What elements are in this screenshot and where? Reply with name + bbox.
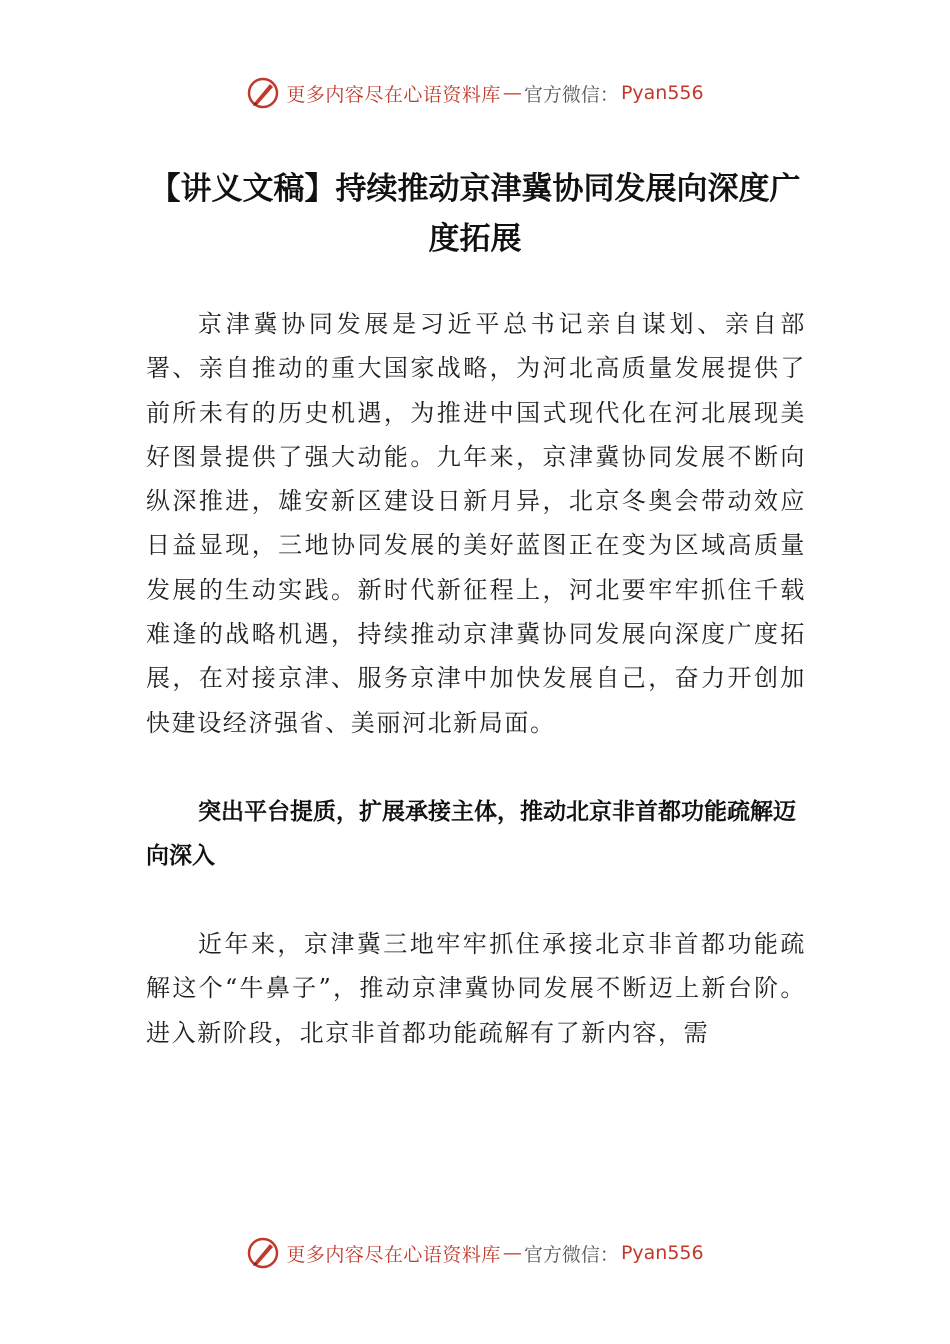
document-title: 【讲义文稿】持续推动京津冀协同发展向深度广度拓展	[149, 171, 801, 257]
body-paragraph-1: 京津冀协同发展是习近平总书记亲自谋划、亲自部署、亲自推动的重大国家战略，为河北高质量发展提供了前所未有的历史机遇，为推进中国式现代化在河北展现美好图景提供了强大动能。九年来，京津冀协同发展不断向纵深推进，雄安新区建设日新月异，北京冬奥会带动效应日益显现，三地协同发展的美好蓝图正在变为区域高质量发展的生动实践。新时代新征程上，河北要牢牢抓住千载难逢的战略机遇，持续推动京津冀协同发展向深度广度拓展，在对接京津、服务京津中加快发展自己，奋力开创加快建设经济强省、美丽河北新局面。	[146, 310, 806, 737]
body-paragraph-2: 近年来，京津冀三地牢牢抓住承接北京非首都功能疏解这个“牛鼻子”，推动京津冀协同发展不断迈上新台阶。进入新阶段，北京非首都功能疏解有了新内容，需	[146, 930, 806, 1047]
banner-separator: —	[502, 1242, 522, 1264]
banner-wechat-id: Pyan556	[620, 82, 704, 104]
banner-text: 更多内容尽在心语资料库	[286, 1243, 501, 1266]
banner-wechat-id: Pyan556	[620, 1242, 704, 1264]
banner-separator: —	[502, 82, 522, 104]
section-heading: 突出平台提质，扩展承接主体，推动北京非首都功能疏解迈向深入	[146, 799, 796, 869]
footer-banner	[0, 1233, 950, 1273]
quill-seal-icon	[246, 76, 280, 110]
header-banner	[0, 73, 950, 113]
banner-wechat-label: 官方微信：	[523, 83, 619, 106]
quill-seal-icon	[246, 1236, 280, 1270]
banner-text: 更多内容尽在心语资料库	[286, 83, 501, 106]
banner-wechat-label: 官方微信：	[523, 1243, 619, 1266]
